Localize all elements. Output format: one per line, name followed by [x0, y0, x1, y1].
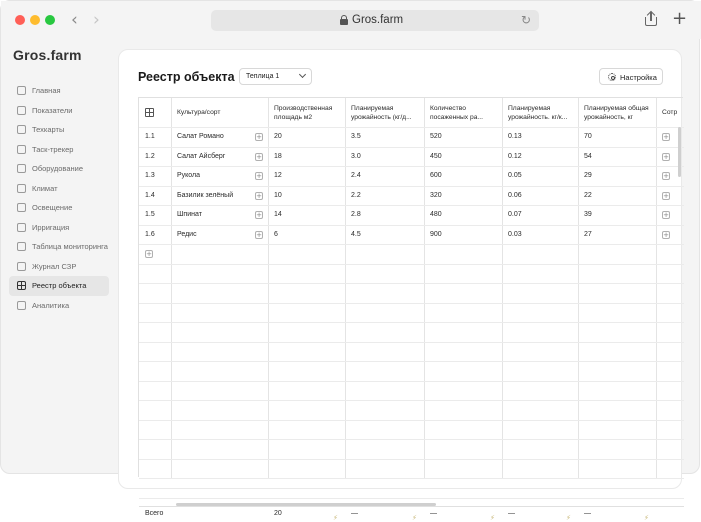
table-cell[interactable]: 14 — [274, 211, 282, 218]
table-cell: 1.1 — [145, 133, 155, 140]
table-cell[interactable]: 70 — [584, 133, 592, 140]
column-header-line: Планируемая общая — [584, 105, 649, 112]
sidebar-item[interactable] — [9, 120, 109, 140]
formula-icon[interactable]: ⚡ — [644, 514, 649, 522]
row-divider — [139, 166, 684, 167]
formula-icon[interactable]: ⚡ — [566, 514, 571, 522]
greenhouse-select-value: Теплица 1 — [246, 73, 280, 80]
sidebar-item-icon — [17, 203, 26, 212]
sidebar-item-label: Таблица мониторинга — [32, 242, 108, 252]
table-cell[interactable]: 0.06 — [508, 191, 522, 199]
row-divider — [139, 244, 684, 245]
total-cell: — — [351, 510, 358, 517]
column-header-line: урожайность. кг/к... — [508, 114, 568, 121]
row-divider — [139, 205, 684, 206]
sidebar-item-icon — [17, 86, 26, 95]
table-cell[interactable]: 3.0 — [351, 152, 361, 160]
table-cell[interactable]: Салат Айсберг — [177, 152, 226, 160]
table-cell[interactable]: 520 — [430, 133, 442, 140]
table-cell[interactable]: 0.03 — [508, 230, 522, 238]
table-cell: 1.4 — [145, 191, 155, 199]
sidebar-item[interactable] — [9, 179, 109, 199]
row-divider — [139, 303, 684, 304]
column-header-line: Планируемая — [351, 105, 394, 112]
row-divider — [139, 283, 684, 284]
sidebar-item-icon — [17, 184, 26, 193]
add-employee-icon[interactable]: + — [663, 230, 669, 239]
url-text: Gros.farm — [352, 14, 404, 26]
expand-row-icon[interactable]: + — [256, 133, 262, 141]
table-cell[interactable]: Базилик зелёный — [177, 191, 234, 199]
table-cell[interactable]: 20 — [274, 133, 282, 140]
table-cell[interactable]: 18 — [274, 152, 282, 160]
settings-button-label: Настройка — [620, 73, 657, 82]
column-header[interactable] — [139, 98, 171, 127]
row-divider — [139, 400, 684, 401]
sidebar-item-label: Реестр объекта — [32, 281, 87, 291]
sidebar-item[interactable] — [9, 296, 109, 316]
formula-icon[interactable]: ⚡ — [412, 514, 417, 522]
table-cell[interactable]: 0.07 — [508, 211, 522, 218]
add-row-icon[interactable]: + — [146, 250, 152, 258]
sidebar-item-label: Ирригация — [32, 222, 70, 232]
sidebar-item[interactable] — [9, 198, 109, 218]
table-cell[interactable]: 900 — [430, 230, 442, 238]
add-employee-icon[interactable]: + — [663, 191, 669, 200]
sidebar-item-icon — [17, 223, 26, 232]
table-cell[interactable]: Шпинат — [177, 211, 202, 218]
column-header[interactable] — [656, 98, 684, 127]
expand-row-icon[interactable]: + — [256, 211, 262, 219]
row-divider — [139, 420, 684, 421]
sidebar-item-icon — [17, 281, 26, 290]
sidebar-item-label: Освещение — [32, 203, 73, 213]
column-header[interactable] — [268, 98, 345, 127]
table-cell[interactable]: Редис — [177, 230, 197, 238]
sidebar-item-label: Журнал СЗР — [32, 261, 77, 271]
table-cell[interactable]: 2.4 — [351, 172, 361, 179]
add-employee-icon[interactable]: + — [663, 152, 669, 161]
table-cell[interactable]: 12 — [274, 172, 282, 179]
settings-button[interactable] — [599, 68, 663, 85]
table-cell[interactable]: 3.5 — [351, 133, 361, 140]
table-cell[interactable]: 39 — [584, 211, 592, 218]
sidebar-item-label: Аналитика — [32, 300, 70, 310]
column-header-line: Производственная — [274, 105, 333, 112]
sidebar-item[interactable] — [9, 159, 109, 179]
table-cell: 1.3 — [145, 172, 155, 179]
sidebar-item[interactable] — [9, 101, 109, 121]
add-employee-icon[interactable]: + — [663, 133, 669, 141]
greenhouse-select[interactable] — [239, 68, 312, 85]
column-header-line: Сотр — [662, 109, 678, 116]
table-cell[interactable]: 29 — [584, 172, 592, 179]
table-cell[interactable]: 450 — [430, 152, 442, 160]
column-header-line: урожайность (кг/д... — [351, 114, 412, 121]
row-divider — [139, 459, 684, 460]
grid-icon[interactable] — [145, 108, 154, 117]
browser-chrome — [1, 1, 701, 39]
column-header[interactable] — [345, 98, 424, 127]
page-title: Реестр объекта — [138, 70, 235, 84]
total-cell: 20 — [274, 510, 282, 517]
address-bar[interactable] — [211, 10, 539, 31]
sidebar — [9, 81, 109, 315]
table-cell[interactable]: 54 — [584, 152, 592, 160]
column-header-line: посаженных ра... — [430, 114, 484, 121]
expand-row-icon[interactable]: + — [256, 172, 262, 180]
column-header-line: урожайность, кг — [584, 114, 633, 121]
gear-icon — [608, 73, 616, 81]
table-cell: 1.2 — [145, 152, 155, 160]
sidebar-item[interactable] — [9, 276, 109, 296]
sidebar-item-icon — [17, 262, 26, 271]
total-cell: — — [508, 510, 515, 517]
share-icon[interactable] — [645, 12, 657, 26]
table-cell[interactable]: 27 — [584, 230, 592, 238]
row-divider — [139, 478, 684, 479]
sidebar-item-label: Техкарты — [32, 125, 65, 135]
column-header-line: Планируемая — [508, 105, 551, 112]
row-divider — [139, 498, 684, 499]
vertical-scrollbar[interactable] — [678, 127, 681, 177]
chevron-down-icon — [299, 71, 306, 78]
row-divider — [139, 439, 684, 440]
sidebar-item-icon — [17, 125, 26, 134]
reload-icon[interactable]: ↻ — [520, 13, 531, 27]
forward-icon[interactable]: › — [93, 10, 100, 30]
row-divider — [139, 322, 684, 323]
column-header-line: площадь м2 — [274, 114, 313, 121]
expand-row-icon[interactable]: + — [256, 230, 262, 239]
close-window-icon[interactable] — [15, 15, 25, 25]
maximize-window-icon[interactable] — [45, 15, 55, 25]
back-icon[interactable]: ‹ — [71, 10, 78, 30]
total-cell: Всего — [145, 510, 164, 517]
total-cell: — — [430, 510, 437, 517]
table-cell: 1.5 — [145, 211, 155, 218]
table-cell[interactable]: 0.13 — [508, 133, 522, 140]
table-cell[interactable]: 320 — [430, 191, 442, 199]
formula-icon[interactable]: ⚡ — [490, 514, 495, 522]
sidebar-item-label: Показатели — [32, 105, 73, 115]
column-header-line: Количество — [430, 105, 466, 112]
minimize-window-icon[interactable] — [30, 15, 40, 25]
sidebar-item-icon — [17, 301, 26, 310]
table-cell[interactable]: Салат Романо — [177, 133, 224, 140]
table-cell[interactable]: 0.12 — [508, 152, 522, 160]
sidebar-item[interactable] — [9, 140, 109, 160]
sidebar-item[interactable] — [9, 237, 109, 257]
table-cell[interactable]: 2.2 — [351, 191, 361, 199]
table-cell[interactable]: 6 — [274, 230, 278, 238]
row-divider — [139, 342, 684, 343]
add-employee-icon[interactable]: + — [663, 172, 669, 180]
sidebar-item-icon — [17, 164, 26, 173]
column-divider — [656, 98, 657, 478]
column-header[interactable] — [171, 98, 268, 127]
table-cell[interactable]: 2.8 — [351, 211, 361, 218]
total-cell: — — [584, 510, 591, 517]
main-panel — [118, 49, 682, 522]
footer-divider — [139, 506, 684, 507]
sidebar-item-icon — [17, 242, 26, 251]
column-header[interactable] — [502, 98, 578, 127]
table-cell[interactable]: 600 — [430, 172, 442, 179]
table-cell[interactable]: 4.5 — [351, 230, 361, 238]
table-cell[interactable]: 0.05 — [508, 172, 522, 179]
expand-row-icon[interactable]: + — [256, 152, 262, 161]
sidebar-item-label: Таск-трекер — [32, 144, 74, 154]
new-tab-icon[interactable]: + — [672, 8, 688, 29]
row-divider — [139, 381, 684, 382]
row-divider — [139, 361, 684, 362]
table-cell[interactable]: 10 — [274, 191, 282, 199]
sidebar-item-icon — [17, 145, 26, 154]
add-employee-icon[interactable]: + — [663, 211, 669, 219]
column-header[interactable] — [578, 98, 656, 127]
table-cell: 1.6 — [145, 230, 155, 238]
table-cell[interactable]: 22 — [584, 191, 592, 199]
registry-table — [138, 97, 683, 522]
row-divider — [139, 225, 684, 226]
sidebar-item-label: Главная — [32, 86, 61, 96]
sidebar-item[interactable] — [9, 81, 109, 101]
sidebar-item[interactable] — [9, 218, 109, 238]
column-header[interactable] — [424, 98, 502, 127]
app-logo[interactable]: Gros.farm — [13, 47, 82, 63]
row-divider — [139, 264, 684, 265]
expand-row-icon[interactable]: + — [256, 191, 262, 200]
lock-icon — [340, 15, 348, 25]
column-header-line: Культура/сорт — [177, 109, 221, 116]
sidebar-item-icon — [17, 106, 26, 115]
table-cell[interactable]: 480 — [430, 211, 442, 218]
table-cell[interactable]: Рукола — [177, 172, 201, 179]
formula-icon[interactable]: ⚡ — [333, 514, 338, 522]
sidebar-item[interactable] — [9, 257, 109, 277]
sidebar-item-label: Оборудование — [32, 164, 84, 174]
sidebar-item-label: Климат — [32, 183, 58, 193]
